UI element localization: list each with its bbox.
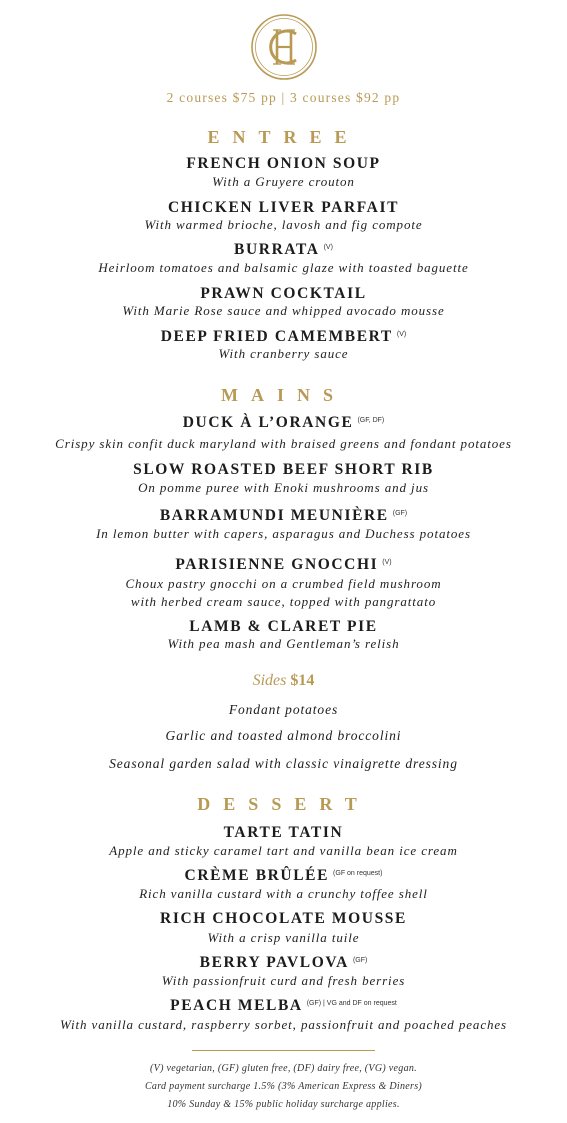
entree-heading: ENTREE xyxy=(207,127,360,147)
dietary-tag: (GF) | VG and DF on request xyxy=(306,1000,397,1007)
hc-monogram-logo-icon xyxy=(249,12,319,82)
entree-dish-name: PRAWN COCKTAIL xyxy=(200,285,367,302)
mains-dish-desc: Crispy skin confit duck maryland with braised greens and fondant potatoes xyxy=(55,436,512,451)
entree-dish-desc: With a Gruyere crouton xyxy=(212,174,355,189)
dietary-tag: (V) xyxy=(396,331,407,338)
pricing: 2 courses $75 pp | 3 courses $92 pp xyxy=(166,90,401,105)
footer-surcharge: Card payment surcharge 1.5% (3% American Express & Diners) xyxy=(144,1081,423,1092)
entree-dish-name: CHICKEN LIVER PARFAIT xyxy=(167,199,400,216)
dietary-tag: (GF) xyxy=(392,510,408,517)
dessert-dish-desc: With vanilla custard, raspberry sorbet, passionfruit and poached peaches xyxy=(59,1017,508,1032)
dessert-dish-name: RICH CHOCOLATE MOUSSE xyxy=(160,910,407,927)
entree-dish-desc: With cranberry sauce xyxy=(218,346,349,361)
dietary-tag: (GF on request) xyxy=(333,870,383,877)
dietary-tag: (V) xyxy=(382,559,392,566)
entree-dish-desc: Heirloom tomatoes and balsamic glaze with toasted baguette xyxy=(98,260,469,275)
entree-dish-desc: With Marie Rose sauce and whipped avocado mousse xyxy=(122,303,445,318)
dessert-dish-name: CRÈME BRÛLÉE $^{(GF on request)}$ xyxy=(184,867,383,884)
mains-dish-name: PARISIENNE GNOCCHI $^{(V)}$ xyxy=(175,556,392,573)
sides-price: $14 xyxy=(290,672,315,689)
mains-dish-name: SLOW ROASTED BEEF SHORT RIB xyxy=(133,461,434,478)
dessert-dish-desc: Rich vanilla custard with a crunchy toffee shell xyxy=(139,886,428,901)
mains-heading: MAINS xyxy=(220,385,346,405)
dessert-dish-desc: With passionfruit curd and fresh berries xyxy=(161,973,406,988)
dietary-tag: (GF, DF) xyxy=(357,417,385,424)
mains-dish-desc: Choux pastry gnocchi on a crumbed field mushroom xyxy=(125,576,442,591)
dietary-tag: (V) xyxy=(323,244,333,251)
dessert-dish-desc: With a crisp vanilla tuile xyxy=(207,930,360,945)
mains-dish-name: BARRAMUNDI MEUNIÈRE $^{(GF)}$ xyxy=(159,507,408,524)
dessert-heading: DESSERT xyxy=(197,794,370,814)
mains-dish-name: LAMB & CLARET PIE xyxy=(189,618,378,635)
mains-dish-desc: On pomme puree with Enoki mushrooms and jus xyxy=(138,480,429,495)
mains-dish-name: DUCK À L’ORANGE $^{(GF, DF)}$ xyxy=(182,414,385,431)
dessert-dish-name: PEACH MELBA $^{(GF) | VG and DF on request}$ xyxy=(170,997,397,1014)
mains-dish-desc: In lemon butter with capers, asparagus and Duchess potatoes xyxy=(96,526,471,541)
sides-heading xyxy=(0,672,567,690)
entree-dish-name: BURRATA $^{(V)}$ xyxy=(234,241,333,258)
dessert-dish-desc: Apple and sticky caramel tart and vanilla bean ice cream xyxy=(109,843,458,858)
dessert-dish-name: TARTE TATIN xyxy=(223,824,344,841)
entree-dish-name: FRENCH ONION SOUP xyxy=(186,155,381,172)
sides-title: Sides xyxy=(252,672,287,689)
dietary-tag: (GF) xyxy=(352,957,368,964)
side-item: Fondant potatoes xyxy=(228,702,339,717)
footer-dietary-key: (V) vegetarian, (GF) gluten free, (DF) dairy free, (VG) vegan. xyxy=(150,1063,417,1074)
entree-dish-name: DEEP FRIED CAMEMBERT $^{(V)}$ xyxy=(160,328,407,345)
entree-dish-desc: With warmed brioche, lavosh and fig compote xyxy=(144,217,423,232)
side-item: Garlic and toasted almond broccolini xyxy=(165,728,402,743)
mains-dish-desc-line2: with herbed cream sauce, topped with pangrattato xyxy=(130,594,437,609)
side-item: Seasonal garden salad with classic vinaigrette dressing xyxy=(109,756,458,771)
footer-holiday-surcharge: 10% Sunday & 15% public holiday surcharge applies. xyxy=(167,1099,400,1110)
mains-dish-desc: With pea mash and Gentleman’s relish xyxy=(167,636,400,651)
dessert-dish-name: BERRY PAVLOVA $^{(GF)}$ xyxy=(199,954,368,971)
footer-divider xyxy=(192,1050,375,1051)
